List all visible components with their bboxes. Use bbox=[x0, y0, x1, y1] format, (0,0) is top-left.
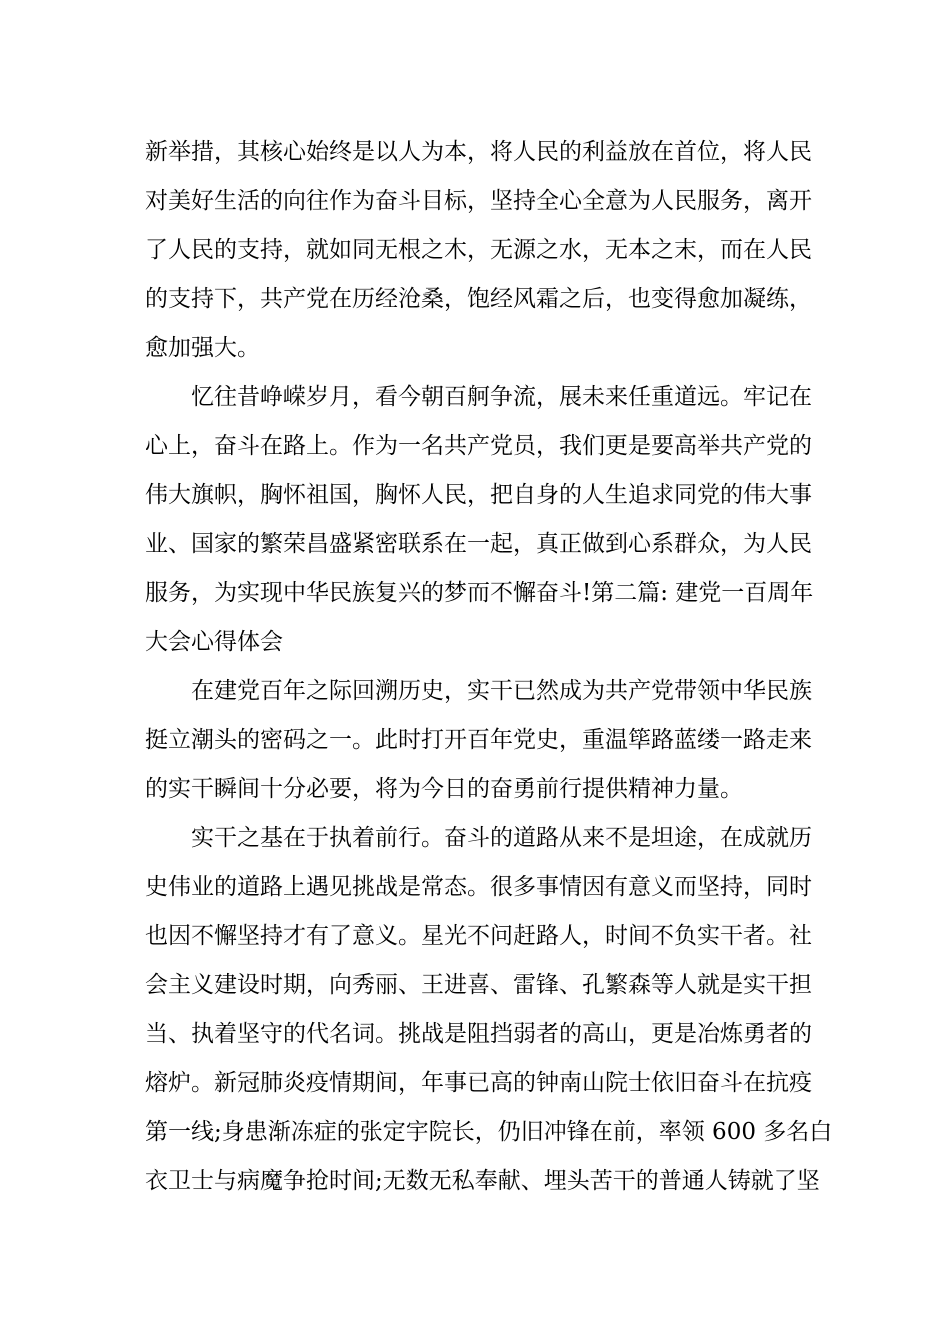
paragraph-1-line-5: 愈加强大。 bbox=[145, 335, 260, 361]
paragraph-1-line-1: 新举措，其核心始终是以人为本，将人民的利益放在首位，将人民 bbox=[145, 139, 812, 165]
paragraph-2-line-3: 伟大旗帜，胸怀祖国，胸怀人民，把自身的人生追求同党的伟大事 bbox=[145, 482, 812, 508]
paragraph-3-line-2: 挺立潮头的密码之一。此时打开百年党史，重温筚路蓝缕一路走来 bbox=[145, 727, 812, 753]
paragraph-2-line-1: 忆往昔峥嵘岁月，看今朝百舸争流，展未来任重道远。牢记在 bbox=[191, 384, 812, 410]
paragraph-1-line-2: 对美好生活的向往作为奋斗目标，坚持全心全意为人民服务，离开 bbox=[145, 188, 812, 214]
paragraph-4-line-5: 当、执着坚守的代名词。挑战是阻挡弱者的高山，更是冶炼勇者的 bbox=[145, 1021, 812, 1047]
paragraph-4-line-8: 衣卫士与病魔争抢时间;无数无私奉献、埋头苦干的普通人铸就了坚 bbox=[145, 1168, 820, 1194]
paragraph-2-line-6: 大会心得体会 bbox=[145, 629, 283, 655]
paragraph-2-line-5: 服务，为实现中华民族复兴的梦而不懈奋斗!第二篇: 建党一百周年 bbox=[145, 580, 814, 606]
paragraph-4-line-1: 实干之基在于执着前行。奋斗的道路从来不是坦途，在成就历 bbox=[191, 825, 812, 851]
paragraph-1-line-3: 了人民的支持，就如同无根之木，无源之水，无本之末，而在人民 bbox=[145, 237, 812, 263]
paragraph-1-line-4: 的支持下，共产党在历经沧桑，饱经风霜之后，也变得愈加凝练， bbox=[145, 286, 812, 312]
paragraph-3-line-3: 的实干瞬间十分必要，将为今日的奋勇前行提供精神力量。 bbox=[145, 776, 743, 802]
paragraph-4-line-7: 第一线;身患渐冻症的张定宇院长，仍旧冲锋在前，率领 600 多名白 bbox=[145, 1119, 833, 1145]
paragraph-4-line-3: 也因不懈坚持才有了意义。星光不问赶路人，时间不负实干者。社 bbox=[145, 923, 812, 949]
paragraph-4-line-2: 史伟业的道路上遇见挑战是常态。很多事情因有意义而坚持，同时 bbox=[145, 874, 812, 900]
paragraph-4-line-6: 熔炉。新冠肺炎疫情期间，年事已高的钟南山院士依旧奋斗在抗疫 bbox=[145, 1070, 812, 1096]
paragraph-4-line-4: 会主义建设时期，向秀丽、王进喜、雷锋、孔繁森等人就是实干担 bbox=[145, 972, 812, 998]
paragraph-2-line-4: 业、国家的繁荣昌盛紧密联系在一起，真正做到心系群众，为人民 bbox=[145, 531, 812, 557]
paragraph-2-line-2: 心上，奋斗在路上。作为一名共产党员，我们更是要高举共产党的 bbox=[145, 433, 812, 459]
document-body bbox=[145, 128, 833, 1206]
paragraph-3-line-1: 在建党百年之际回溯历史，实干已然成为共产党带领中华民族 bbox=[191, 678, 812, 704]
